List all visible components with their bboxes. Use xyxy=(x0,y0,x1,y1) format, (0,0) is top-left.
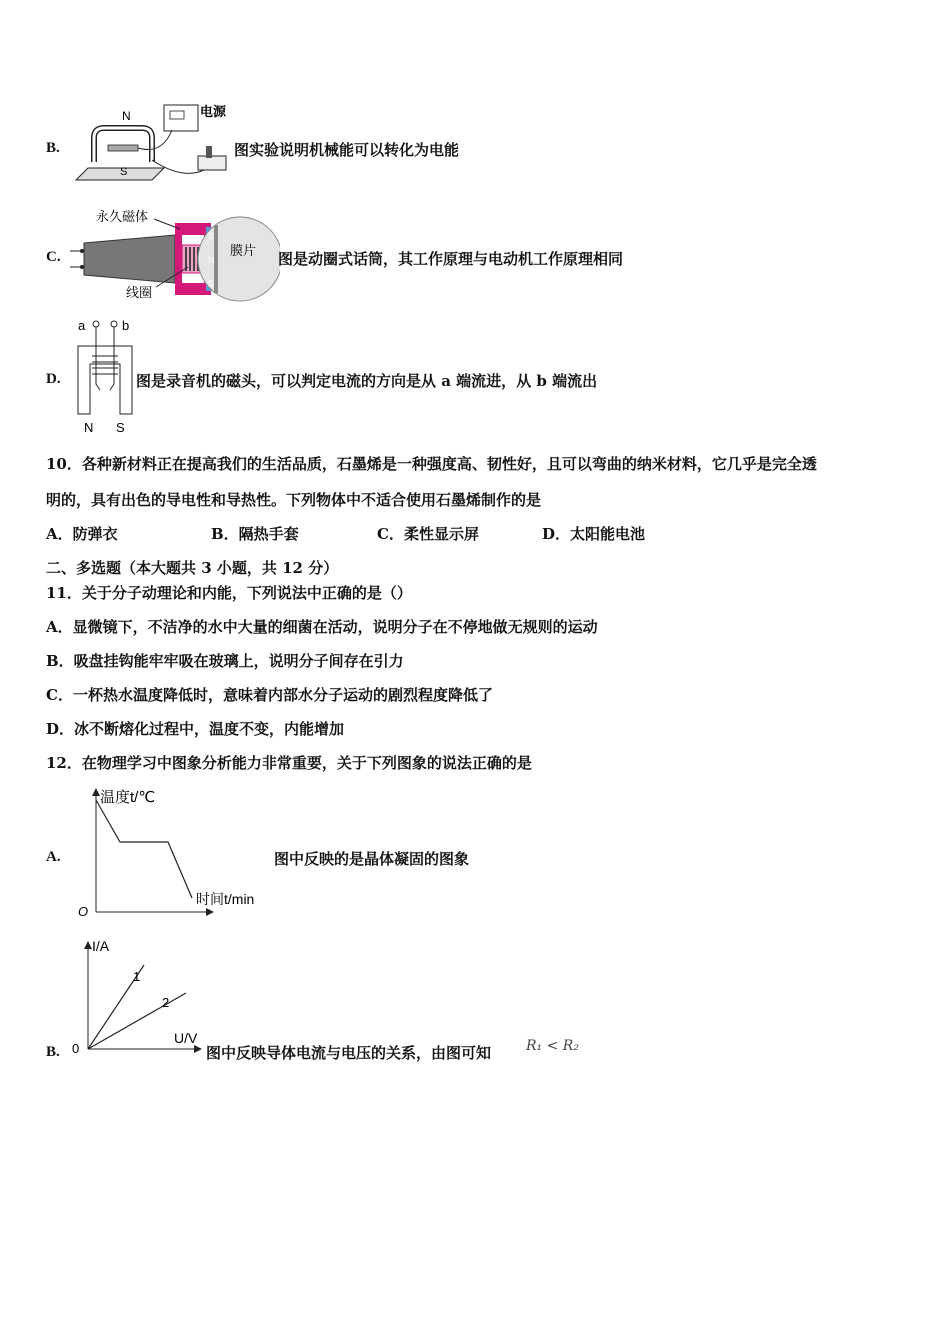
q11-stem: 11．关于分子动理论和内能，下列说法中正确的是（） xyxy=(46,584,412,602)
q9-option-b-text: 图实验说明机械能可以转化为电能 xyxy=(234,141,460,159)
current-voltage-graph xyxy=(70,935,210,1060)
q12-option-a-text: 图中反映的是晶体凝固的图象 xyxy=(274,850,470,868)
fig-a-label: a xyxy=(78,318,86,333)
resistance-formula: R₁ < R₂ xyxy=(526,1038,579,1054)
graph-line-2 xyxy=(88,993,186,1049)
tape-recorder-head-figure xyxy=(74,314,138,438)
option-letter: D. xyxy=(46,371,61,387)
fig-power-label: 电源 xyxy=(200,104,227,119)
fig-magnet-label: 永久磁体 xyxy=(96,209,149,224)
q11-option-c: C．一杯热水温度降低时，意味着内部水分子运动的剧烈程度降低了 xyxy=(46,686,493,704)
q12-option-b-text: 图中反映导体电流与电压的关系，由图可知 xyxy=(206,1044,492,1062)
fig-diaphragm-label: 膜片 xyxy=(230,243,257,258)
generator-experiment-figure xyxy=(72,100,237,190)
q12-stem: 12．在物理学习中图象分析能力非常重要，关于下列图象的说法正确的是 xyxy=(46,754,532,772)
cooling-curve xyxy=(96,800,192,898)
fig-n-label: N xyxy=(122,109,131,123)
fig-coil-label: 线圈 xyxy=(126,285,153,300)
graph-origin-label: 0 xyxy=(72,1041,80,1056)
fig-n-mid: N xyxy=(208,255,215,265)
q11-option-b: B．吸盘挂钩能牢牢吸在玻璃上，说明分子间存在引力 xyxy=(46,652,404,670)
fig-s-bottom: S xyxy=(208,279,215,289)
q10-stem-line1: 10．各种新材料正在提高我们的生活品质，石墨烯是一种强度高、韧性好，且可以弯曲的纳米材料，它几乎是完全透 xyxy=(46,455,817,473)
q9-option-d-text: 图是录音机的磁头，可以判定电流的方向是从 a 端流进，从 b 端流出 xyxy=(136,372,598,390)
moving-coil-microphone-figure xyxy=(70,205,280,305)
q10-option-d: D．太阳能电池 xyxy=(542,525,646,543)
graph-y-label: 温度t/℃ xyxy=(100,789,156,806)
option-letter: B. xyxy=(46,140,60,156)
q9-option-c-text: 图是动圈式话筒，其工作原理与电动机工作原理相同 xyxy=(278,250,624,268)
graph-x-label: 时间t/min xyxy=(196,891,255,907)
q11-option-a: A．显微镜下，不洁净的水中大量的细菌在活动，说明分子在不停地做无规则的运动 xyxy=(46,618,598,636)
fig-s-top: S xyxy=(208,231,215,241)
option-letter: B. xyxy=(46,1044,60,1060)
graph-origin-label: O xyxy=(78,904,89,919)
fig-s-label: S xyxy=(120,166,128,178)
fig-s-label: S xyxy=(116,420,125,435)
temperature-time-graph xyxy=(74,782,284,922)
fig-b-label: b xyxy=(122,318,130,333)
section-heading: 二、多选题（本大题共 3 小题，共 12 分） xyxy=(46,559,339,577)
option-letter: C. xyxy=(46,249,61,265)
q11-option-d: D．冰不断熔化过程中，温度不变，内能增加 xyxy=(46,720,345,738)
line-2-label: 2 xyxy=(162,995,170,1010)
fig-n-label: N xyxy=(84,420,94,435)
graph-y-label: I/A xyxy=(92,938,110,954)
graph-x-label: U/V xyxy=(174,1030,198,1046)
q10-stem-line2: 明的，具有出色的导电性和导热性。下列物体中不适合使用石墨烯制作的是 xyxy=(46,491,542,509)
line-1-label: 1 xyxy=(133,969,141,984)
q10-option-b: B．隔热手套 xyxy=(211,525,299,543)
q10-option-a: A．防弹衣 xyxy=(46,525,118,543)
option-letter: A. xyxy=(46,849,61,865)
q10-option-c: C．柔性显示屏 xyxy=(377,525,479,543)
